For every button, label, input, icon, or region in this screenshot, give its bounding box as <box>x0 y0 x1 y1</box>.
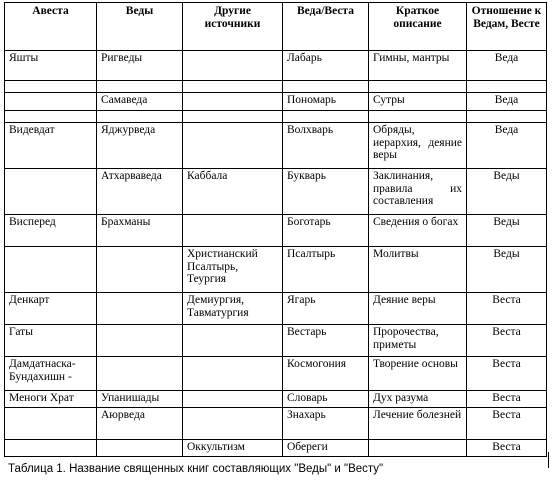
cell-other: Каббала <box>183 169 283 215</box>
cell-vedy: Брахманы <box>97 215 183 247</box>
table-row <box>5 51 547 81</box>
cell-avesta <box>5 93 97 111</box>
cell-veda-vesta: Волхварь <box>283 123 369 169</box>
cell-description: Пророчества, приметы <box>369 325 467 357</box>
table-row <box>5 111 547 123</box>
cell-other <box>183 357 283 391</box>
table-row <box>5 357 547 391</box>
cell-vedy: Упанишады <box>97 391 183 408</box>
cell-other <box>183 51 283 81</box>
cell-other <box>183 93 283 111</box>
cell-veda-vesta: Псалтырь <box>283 247 369 293</box>
cell-avesta <box>5 440 97 457</box>
cell-avesta: Дамдатнаска-Бундахишн - <box>5 357 97 391</box>
cell-veda-vesta: Обереги <box>283 440 369 457</box>
cell-vedy <box>97 247 183 293</box>
table-row <box>5 93 547 111</box>
table-row <box>5 325 547 357</box>
cell-other <box>183 123 283 169</box>
cell-veda-vesta: Словарь <box>283 391 369 408</box>
cell-description: Сутры <box>369 93 467 111</box>
cell-avesta <box>5 247 97 293</box>
cell-description: Деяние веры <box>369 293 467 325</box>
cell-description <box>369 81 467 93</box>
cell-relation: Веды <box>467 169 547 215</box>
cell-relation: Веда <box>467 51 547 81</box>
cell-avesta <box>5 169 97 215</box>
cell-description <box>369 111 467 123</box>
cell-relation: Веста <box>467 440 547 457</box>
cell-vedy: Самаведа <box>97 93 183 111</box>
cell-vedy <box>97 111 183 123</box>
cell-other <box>183 325 283 357</box>
cell-description: Молитвы <box>369 247 467 293</box>
table-caption: Таблица 1. Название священных книг составляющих "Веды" и "Весту" <box>8 463 384 475</box>
cell-avesta: Висперед <box>5 215 97 247</box>
cell-description: Обряды, иерархия, деяние веры <box>369 123 467 169</box>
cell-veda-vesta: Знахарь <box>283 408 369 440</box>
cell-other <box>183 408 283 440</box>
cell-veda-vesta: Ягарь <box>283 293 369 325</box>
cell-relation <box>467 111 547 123</box>
cell-veda-vesta: Боготарь <box>283 215 369 247</box>
cell-relation: Веста <box>467 391 547 408</box>
cell-vedy: Аюрведа <box>97 408 183 440</box>
table-row <box>5 391 547 408</box>
cell-relation: Веда <box>467 123 547 169</box>
cell-veda-vesta: Букварь <box>283 169 369 215</box>
cell-relation: Веста <box>467 325 547 357</box>
cell-avesta: Денкарт <box>5 293 97 325</box>
cell-avesta: Гаты <box>5 325 97 357</box>
cell-description: Лечение болезней <box>369 408 467 440</box>
table-row <box>5 247 547 293</box>
cell-description: Гимны, мантры <box>369 51 467 81</box>
table-row <box>5 215 547 247</box>
cell-veda-vesta: Космогония <box>283 357 369 391</box>
header-relation: Отношение к Ведам, Весте <box>467 3 547 51</box>
table-header-row <box>5 3 547 51</box>
table-row <box>5 293 547 325</box>
table-row <box>5 123 547 169</box>
cell-other <box>183 111 283 123</box>
cell-relation: Веста <box>467 357 547 391</box>
cell-veda-vesta: Вестарь <box>283 325 369 357</box>
header-avesta: Авеста <box>5 3 97 51</box>
cell-description <box>369 440 467 457</box>
cell-veda-vesta: Пономарь <box>283 93 369 111</box>
cell-other <box>183 81 283 93</box>
cell-avesta <box>5 408 97 440</box>
cell-veda-vesta <box>283 111 369 123</box>
cell-description: Заклинания, правила их составления <box>369 169 467 215</box>
cell-description: Творение основы <box>369 357 467 391</box>
cell-relation: Веда <box>467 93 547 111</box>
cell-avesta: Видевдат <box>5 123 97 169</box>
cell-vedy <box>97 357 183 391</box>
cell-vedy: Ригведы <box>97 51 183 81</box>
header-veda-vesta: Веда/Веста <box>283 3 369 51</box>
cell-vedy: Яджурведа <box>97 123 183 169</box>
cell-vedy <box>97 325 183 357</box>
cell-vedy <box>97 293 183 325</box>
cell-other <box>183 215 283 247</box>
cell-avesta: Меноги Храт <box>5 391 97 408</box>
cell-avesta: Яшты <box>5 51 97 81</box>
table-row <box>5 440 547 457</box>
cell-other: Демиургия, Тавматургия <box>183 293 283 325</box>
cell-relation: Веста <box>467 293 547 325</box>
header-vedy: Веды <box>97 3 183 51</box>
page-edge-divider <box>548 452 549 468</box>
cell-avesta <box>5 111 97 123</box>
cell-description: Дух разума <box>369 391 467 408</box>
header-description: Краткое описание <box>369 3 467 51</box>
cell-veda-vesta: Лабарь <box>283 51 369 81</box>
header-other-sources: Другие источники <box>183 3 283 51</box>
sacred-books-table <box>4 2 547 457</box>
cell-relation: Веста <box>467 408 547 440</box>
cell-vedy <box>97 440 183 457</box>
cell-veda-vesta <box>283 81 369 93</box>
cell-other: Оккультизм <box>183 440 283 457</box>
table-row <box>5 169 547 215</box>
table-row <box>5 81 547 93</box>
table-row <box>5 408 547 440</box>
cell-vedy: Атхарваведа <box>97 169 183 215</box>
cell-other: Христианский Псалтырь, Теургия <box>183 247 283 293</box>
cell-relation: Веды <box>467 247 547 293</box>
cell-relation <box>467 81 547 93</box>
cell-other <box>183 391 283 408</box>
cell-description: Сведения о богах <box>369 215 467 247</box>
cell-relation: Веды <box>467 215 547 247</box>
cell-vedy <box>97 81 183 93</box>
cell-avesta <box>5 81 97 93</box>
